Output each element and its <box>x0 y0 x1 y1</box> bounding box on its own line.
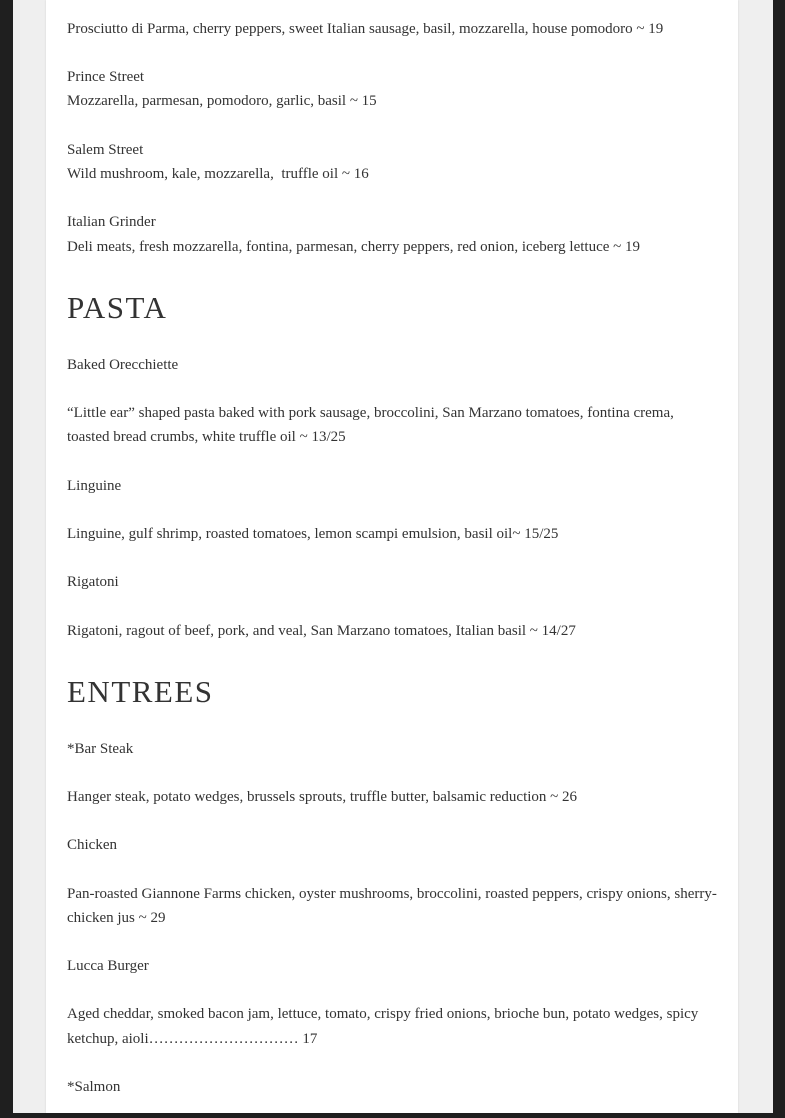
menu-item-description: Deli meats, fresh mozzarella, fontina, parmesan, cherry peppers, red onion, iceberg lettuce ~ 19 <box>67 239 641 255</box>
menu-item-description: ketchup, aioli………………………… 17 <box>67 1031 318 1047</box>
menu-item-description: chicken jus ~ 29 <box>67 910 166 926</box>
menu-page <box>46 0 738 1113</box>
section-heading-pasta: PASTA <box>67 290 168 325</box>
menu-item-name: Chicken <box>67 837 117 853</box>
menu-item-description: Linguine, gulf shrimp, roasted tomatoes, lemon scampi emulsion, basil oil~ 15/25 <box>67 526 559 542</box>
menu-item-description: toasted bread crumbs, white truffle oil ~ 13/25 <box>67 429 346 445</box>
pizza-description: Prosciutto di Parma, cherry peppers, sweet Italian sausage, basil, mozzarella, house pomodoro ~ 19 <box>67 21 664 37</box>
menu-item-description: “Little ear” shaped pasta baked with pork sausage, broccolini, San Marzano tomatoes, fontina crema, <box>67 405 674 421</box>
menu-item-name: Baked Orecchiette <box>67 357 179 373</box>
menu-item-description: Mozzarella, parmesan, pomodoro, garlic, basil ~ 15 <box>67 93 377 109</box>
menu-item-description: Wild mushroom, kale, mozzarella, truffle oil ~ 16 <box>67 166 369 182</box>
menu-item-name: *Salmon <box>67 1079 121 1095</box>
menu-item-name: *Bar Steak <box>67 741 134 757</box>
menu-item-description: Hanger steak, potato wedges, brussels sprouts, truffle butter, balsamic reduction ~ 26 <box>67 789 578 805</box>
section-heading-entrees: ENTREES <box>67 674 214 709</box>
menu-item-name: Lucca Burger <box>67 958 149 974</box>
menu-item-description: Pan-roasted Giannone Farms chicken, oyster mushrooms, broccolini, roasted peppers, crispy onions, sherry- <box>67 886 717 902</box>
menu-item-name: Italian Grinder <box>67 214 156 230</box>
menu-item-name: Linguine <box>67 478 122 494</box>
menu-item-description: Rigatoni, ragout of beef, pork, and veal, San Marzano tomatoes, Italian basil ~ 14/27 <box>67 623 576 639</box>
menu-item-name: Prince Street <box>67 69 145 85</box>
menu-item-name: Salem Street <box>67 142 144 158</box>
menu-item-description: Aged cheddar, smoked bacon jam, lettuce, tomato, crispy fried onions, brioche bun, potato wedges, spicy <box>67 1006 699 1022</box>
menu-item-name: Rigatoni <box>67 574 119 590</box>
